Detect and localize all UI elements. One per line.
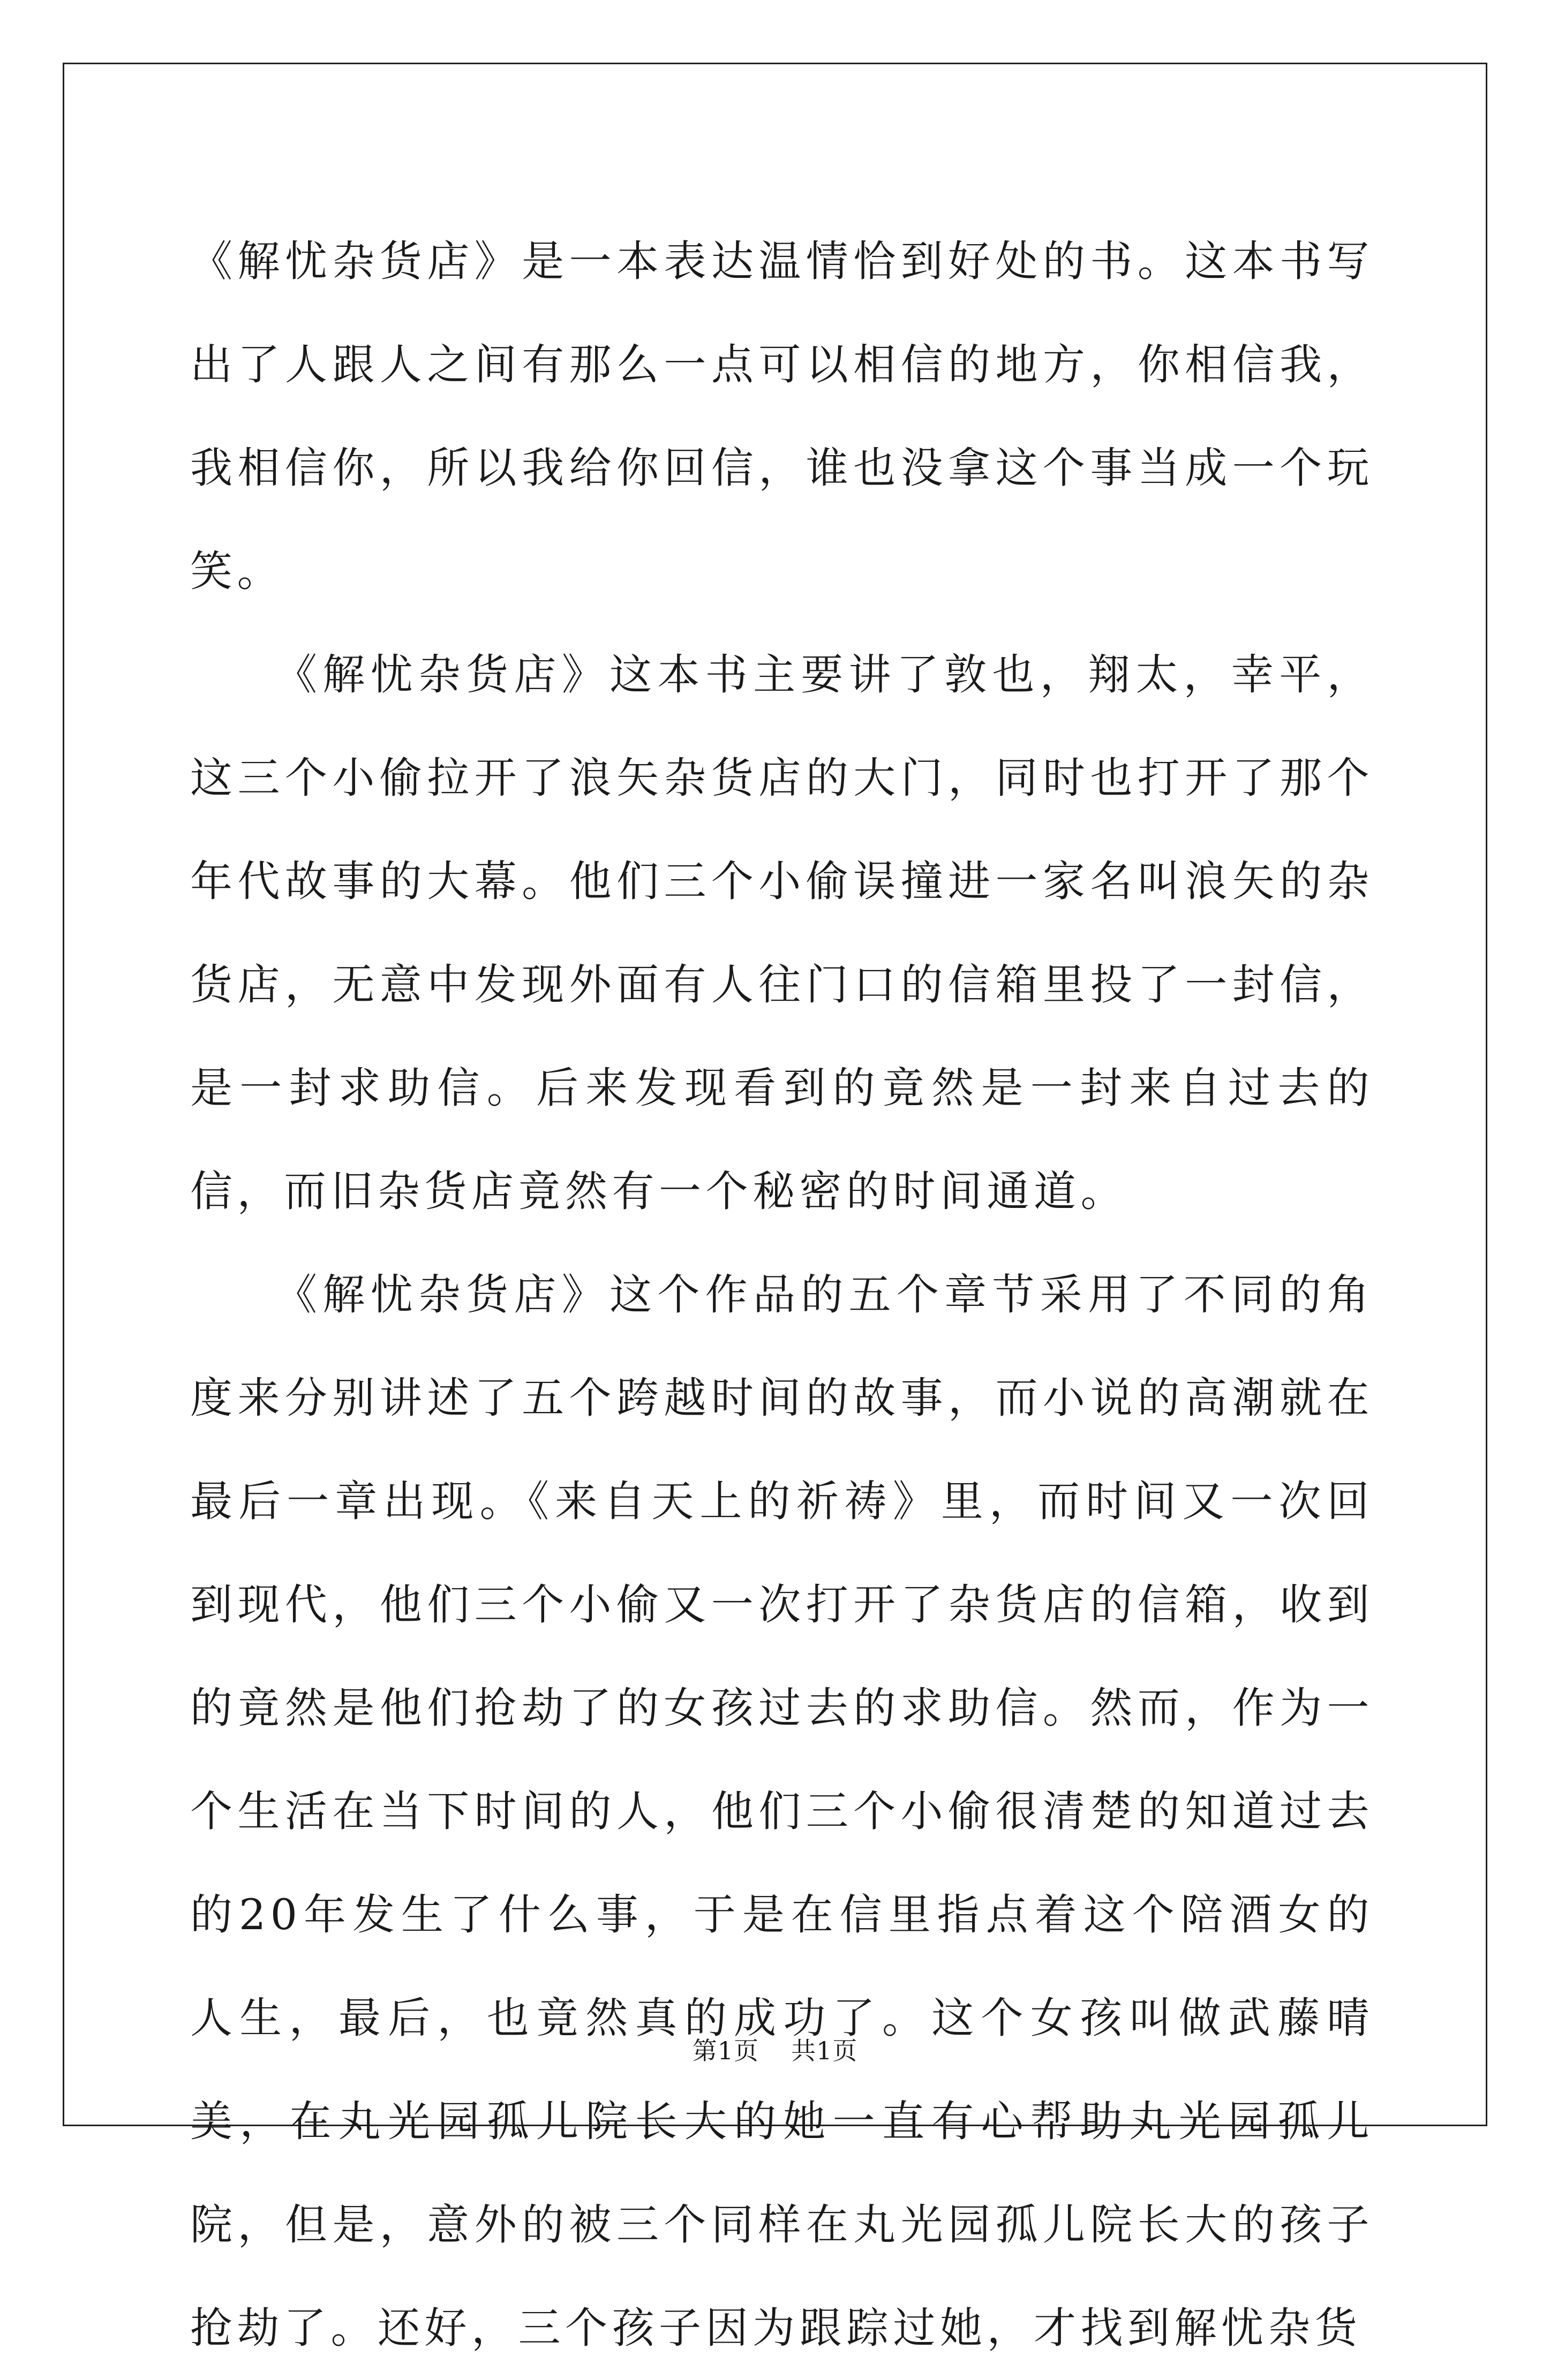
page-footer <box>0 2035 1550 2067</box>
page-number: 第1页 <box>692 2036 759 2065</box>
paragraph-1: 《解忧杂货店》是一本表达温情恰到好处的书。这本书写出了人跟人之间有那么一点可以相信的地方，你相信我，我相信你，所以我给你回信，谁也没拿这个事当成一个玩笑。 <box>190 237 1374 596</box>
paragraph-3: 《解忧杂货店》这个作品的五个章节采用了不同的角度来分别讲述了五个跨越时间的故事，而小说的高潮就在最后一章出现。《来自天上的祈祷》里，而时间又一次回到现代，他们三个小偷又一次打开了杂货店的信箱，收到的竟然是他们抢劫了的女孩过去的求助信。然而，作为一个生活在当下时间的人，他们三个小偷很清楚的知道过去的20年发生了什么事，于是在信里指点着这个陪酒女的人生，最后，也竟然真的成功了。这个女孩叫做武藤晴美，在丸光园孤儿院长大的她一直有心帮助丸光园孤儿院，但是，意外的被三个同样在丸光园孤儿院长大的孩子抢劫了。还好，三个孩子因为跟踪过她，才找到解忧杂货 <box>190 1270 1374 2353</box>
paragraph-2: 《解忧杂货店》这本书主要讲了敦也，翔太，幸平，这三个小偷拉开了浪矢杂货店的大门，同时也打开了那个年代故事的大幕。他们三个小偷误撞进一家名叫浪矢的杂货店，无意中发现外面有人往门口的信箱里投了一封信，是一封求助信。后来发现看到的竟然是一封来自过去的信，而旧杂货店竟然有一个秘密的时间通道。 <box>190 650 1374 1216</box>
page-total: 共1页 <box>791 2036 858 2065</box>
